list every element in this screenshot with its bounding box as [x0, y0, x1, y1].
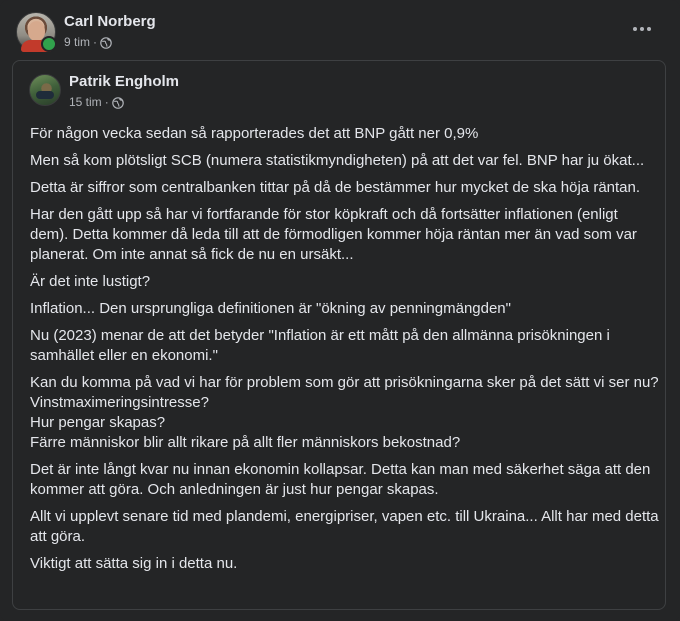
- shared-post-meta: [69, 74, 179, 110]
- author-avatar[interactable]: [16, 12, 56, 52]
- post-paragraph: Kan du komma på vad vi har för problem som gör att prisökningarna sker på det sätt vi ser nu? Vinstmaximeringsintresse? Hur pengar skapas? Färre människor blir allt rikare på allt fler människors bekostnad?: [30, 374, 659, 451]
- separator: ·: [104, 95, 109, 109]
- more-horizontal-icon: [640, 27, 644, 31]
- shared-post[interactable]: [12, 60, 666, 610]
- post-paragraph: Men så kom plötsligt SCB (numera statistikmyndigheten) på att det var fel. BNP har ju ökat...: [30, 152, 645, 169]
- post-paragraph: Har den gått upp så har vi fortfarande för stor köpkraft och då fortsätter inflationen (enligt dem). Detta kommer då leda till att de förmodligen kommer höja räntan mer än vad som var planerat. Om inte annat så fick de nu en ursäkt...: [30, 206, 637, 263]
- globe-icon[interactable]: [112, 97, 124, 109]
- post-paragraph: Viktigt att sätta sig in i detta nu.: [30, 555, 238, 572]
- shared-author-name[interactable]: Patrik Engholm: [69, 73, 180, 90]
- post-paragraph: Det är inte långt kvar nu innan ekonomin kollapsar. Detta kan man med säkerhet säga att den kommer att göra. Och anledningen är just hur pengar skapas.: [30, 461, 651, 498]
- post-paragraph: Inflation... Den ursprungliga definitionen är "ökning av penningmängden": [30, 300, 511, 317]
- post-time[interactable]: 9 tim: [64, 35, 91, 49]
- globe-icon[interactable]: [100, 37, 112, 49]
- shared-post-header: [29, 74, 179, 110]
- avatar-image-detail: [36, 91, 54, 99]
- shared-post-time[interactable]: 15 tim: [69, 95, 102, 109]
- separator: ·: [93, 35, 98, 49]
- post-timestamp-line: [64, 35, 156, 50]
- post-header: [16, 12, 156, 52]
- post-paragraph: Allt vi upplevt senare tid med plandemi, energipriser, vapen etc. till Ukraina... Allt har med detta att göra.: [30, 508, 659, 545]
- post-paragraph: För någon vecka sedan så rapporterades det att BNP gått ner 0,9%: [30, 125, 479, 142]
- post-paragraph: Detta är siffror som centralbanken tittar på då de bestämmer hur mycket de ska höja räntan.: [30, 179, 641, 196]
- post-paragraph: Är det inte lustigt?: [30, 273, 151, 290]
- author-name[interactable]: Carl Norberg: [64, 13, 156, 30]
- more-horizontal-icon: [647, 27, 651, 31]
- post-paragraph: Nu (2023) menar de att det betyder "Inflation är ett mått på den allmänna prisökningen i samhället eller en ekonomi.": [30, 327, 610, 364]
- more-horizontal-icon: [633, 27, 637, 31]
- post-meta: [64, 12, 156, 50]
- post-body: [30, 124, 660, 581]
- shared-author-avatar[interactable]: [29, 74, 61, 106]
- shared-post-timestamp-line: [69, 95, 179, 110]
- more-options-button[interactable]: [624, 17, 660, 41]
- online-status-icon: [41, 36, 57, 52]
